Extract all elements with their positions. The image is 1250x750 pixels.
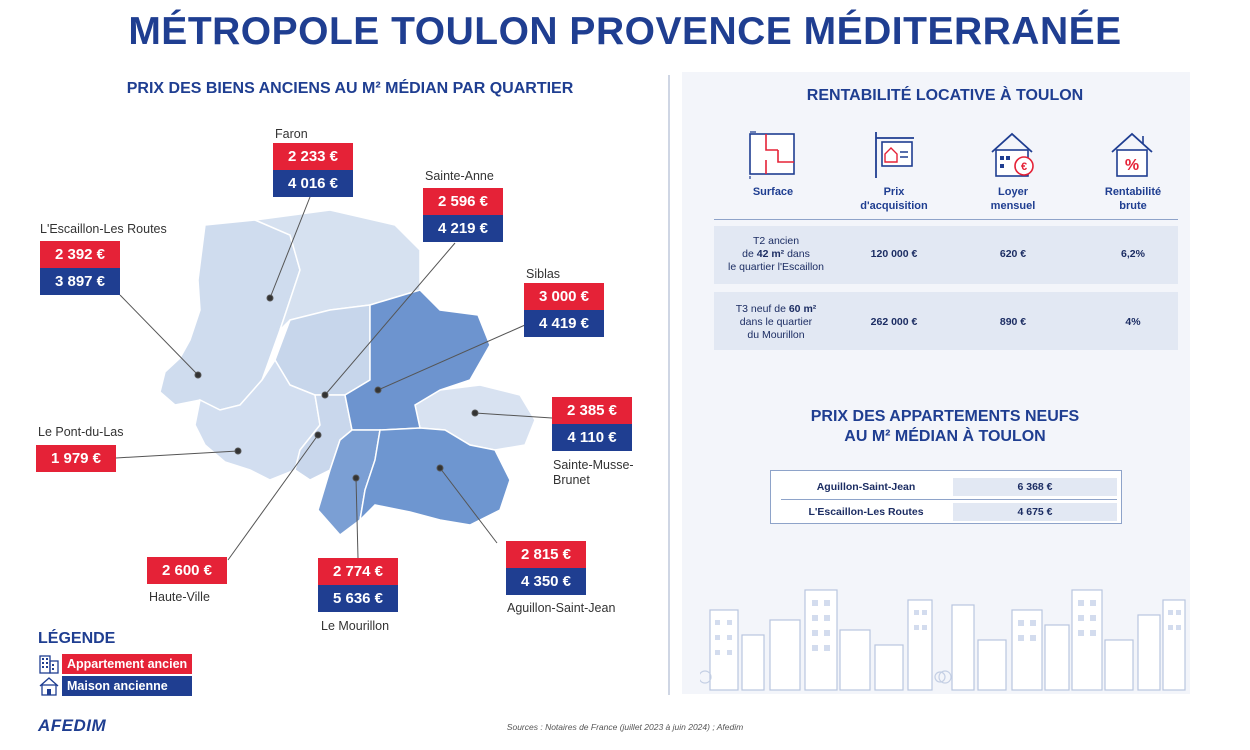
rent-house-icon [988, 130, 1038, 180]
price-appart-pont-du-las: 1 979 € [36, 445, 116, 472]
neuf-value-escaillon: 4 675 € [953, 503, 1117, 521]
quartier-label-aguillon: Aguillon-Saint-Jean [507, 601, 616, 615]
quartier-label-sainte-anne: Sainte-Anne [425, 169, 494, 183]
city-skyline-illustration [700, 585, 1190, 693]
price-appart-siblas: 3 000 € [524, 283, 604, 310]
price-appart-escaillon: 2 392 € [40, 241, 120, 268]
col-head-loyer: Loyer mensuel [990, 186, 1036, 212]
col-head-prix: Prix d'acquisition [860, 186, 928, 212]
legend-item-maison [38, 676, 192, 696]
price-appart-sainte-anne: 2 596 € [423, 188, 503, 215]
row2-description: T3 neuf de 60 m² dans le quartier du Mourillon [735, 303, 817, 341]
neuf-name-escaillon: L'Escaillon-Les Routes [808, 506, 924, 518]
map-section-title: PRIX DES BIENS ANCIENS AU M² MÉDIAN PAR QUARTIER [126, 80, 574, 97]
sources-note: Sources : Notaires de France (juillet 2023 à juin 2024) ; Afedim [506, 722, 744, 732]
quartier-label-haute-ville: Haute-Ville [149, 590, 210, 604]
legend-appart-label: Appartement ancien [62, 654, 192, 674]
table-header-divider [714, 219, 1178, 220]
price-appart-sainte-musse: 2 385 € [552, 397, 632, 424]
price-appart-faron: 2 233 € [273, 143, 353, 170]
col-head-surface: Surface [752, 186, 794, 198]
floor-plan-icon [748, 130, 798, 180]
price-maison-sainte-musse: 4 110 € [552, 424, 632, 451]
house-icon [38, 676, 60, 696]
price-maison-mourillon: 5 636 € [318, 585, 398, 612]
legend-title: LÉGENDE [38, 630, 116, 647]
table-row [771, 503, 1121, 521]
row1-loyer: 620 € [999, 248, 1027, 260]
price-appart-haute-ville: 2 600 € [147, 557, 227, 584]
col-head-rentabilite: Rentabilité brute [1104, 186, 1162, 212]
neuf-value-aguillon: 6 368 € [953, 478, 1117, 496]
for-sale-sign-icon [870, 130, 920, 180]
price-appart-mourillon: 2 774 € [318, 558, 398, 585]
neufs-divider [781, 499, 1117, 500]
row2-loyer: 890 € [999, 316, 1027, 328]
quartier-label-faron: Faron [275, 127, 308, 141]
svg-text:%: % [1124, 157, 1140, 174]
neufs-table [770, 470, 1122, 524]
rentabilite-title: RENTABILITÉ LOCATIVE À TOULON [806, 87, 1084, 104]
neufs-title: PRIX DES APPARTEMENTS NEUFS AU M² MÉDIAN À TOULON [810, 408, 1080, 445]
row1-description: T2 ancien de 42 m² dans le quartier l'Escaillon [728, 235, 824, 273]
price-maison-aguillon: 4 350 € [506, 568, 586, 595]
quartier-label-sainte-musse-1: Sainte-Musse- [553, 458, 634, 472]
row2-rentabilite: 4% [1125, 316, 1141, 328]
section-divider [668, 75, 670, 695]
neuf-name-aguillon: Aguillon-Saint-Jean [816, 481, 916, 493]
table-row [771, 478, 1121, 496]
quartier-label-sainte-musse-2: Brunet [553, 473, 590, 487]
price-maison-escaillon: 3 897 € [40, 268, 120, 295]
price-maison-siblas: 4 419 € [524, 310, 604, 337]
quartier-label-mourillon: Le Mourillon [321, 619, 390, 633]
legend-maison-label: Maison ancienne [62, 676, 192, 696]
percent-house-icon [1108, 130, 1158, 180]
quartier-label-escaillon: L'Escaillon-Les Routes [40, 222, 167, 236]
price-maison-faron: 4 016 € [273, 170, 353, 197]
row2-prix: 262 000 € [870, 316, 918, 328]
page-title: MÉTROPOLE TOULON PROVENCE MÉDITERRANÉE [128, 10, 1122, 53]
legend-item-appart [38, 654, 192, 674]
svg-text:€: € [1020, 161, 1028, 173]
quartier-label-pont-du-las: Le Pont-du-Las [38, 425, 124, 439]
price-appart-aguillon: 2 815 € [506, 541, 586, 568]
price-maison-sainte-anne: 4 219 € [423, 215, 503, 242]
apartment-building-icon [38, 654, 60, 674]
row1-prix: 120 000 € [870, 248, 918, 260]
quartier-label-siblas: Siblas [526, 267, 561, 281]
afedim-logo: AFEDIM [38, 716, 107, 735]
row1-rentabilite: 6,2% [1121, 248, 1145, 260]
